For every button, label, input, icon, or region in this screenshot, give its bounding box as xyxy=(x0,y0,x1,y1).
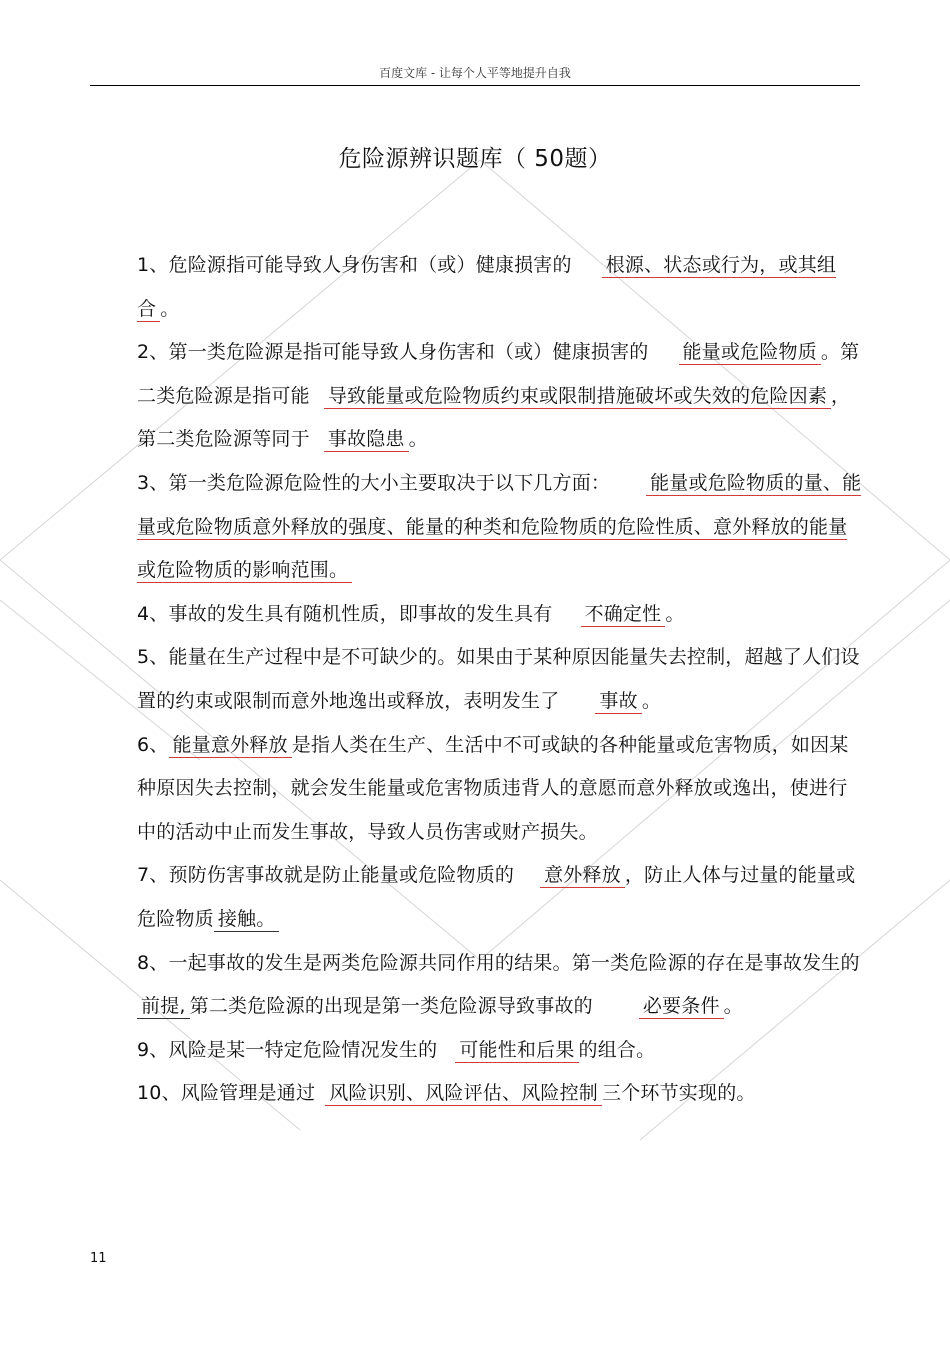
answer-blank: 能量或危险物质 xyxy=(679,341,821,365)
page-header: 百度文库 - 让每个人平等地提升自我 xyxy=(379,66,571,80)
question-8: 8、一起事故的发生是两类危险源共同作用的结果。第一类危险源的存在是事故发生的前提, 第二类危险源的出现是第一类危险源导致事故的 必要条件 。 xyxy=(137,951,860,1018)
answer-blank: 事故 xyxy=(595,690,641,714)
answer-blank: 导致能量或危险物质约束或限制措施破坏或失效的危险因素 xyxy=(324,385,831,409)
question-3: 3、第一类危险源危险性的大小主要取决于以下几方面： 能量或危险物质的量、能量或危险物质意外释放的强度、能量的种类和危险物质的危险性质、意外释放的能量或危险物质的影响范围。 xyxy=(137,471,862,582)
answer-blank: 事故隐患 xyxy=(324,428,409,452)
question-2: 2、第一类危险源是指可能导致人身伤害和（或）健康损害的 能量或危险物质 。第二类危险源是指可能 导致能量或危险物质约束或限制措施破坏或失效的危险因素 ，第二类危险源等同于 事故隐患 。 xyxy=(137,341,860,451)
question-6: 6、 能量意外释放 是指人类在生产、生活中不可或缺的各种能量或危害物质，如因某种原因失去控制，就会发生能量或危害物质违背人的意愿而意外释放或逸出，使进行中的活动中止而发生事故，导致人员伤害或财产损失。 xyxy=(137,733,849,843)
answer-blank: 必要条件 xyxy=(639,995,724,1019)
question-1: 1、危险源指可能导致人身伤害和（或）健康损害的 根源、状态或行为，或其组合 。 xyxy=(137,254,837,320)
answer-blank: 可能性和后果 xyxy=(455,1039,578,1063)
question-7: 7、预防伤害事故就是防止能量或危险物质的 意外释放 ，防止人体与过量的能量或危险物质 接触。 xyxy=(137,864,856,930)
answer-blank: 意外释放 xyxy=(540,864,625,888)
answer-blank: 风险识别、风险评估、风险控制 xyxy=(325,1082,602,1106)
question-10: 10、风险管理是通过 风险识别、风险评估、风险控制 三个环节实现的。 xyxy=(137,1082,756,1105)
answer-blank: 能量意外释放 xyxy=(169,734,292,758)
question-list xyxy=(137,244,862,1116)
document-title: 危险源辨识题库（ 50题） xyxy=(338,146,612,172)
question-4: 4、事故的发生具有随机性质，即事故的发生具有 不确定性 。 xyxy=(137,602,685,625)
answer-blank: 不确定性 xyxy=(581,603,666,627)
answer-blank: 根源、状态或行为，或其组合 xyxy=(137,254,837,320)
question-9: 9、风险是某一特定危险情况发生的 可能性和后果 的组合。 xyxy=(137,1038,656,1061)
page-number: 11 xyxy=(90,1251,107,1266)
answer-blank: 能量或危险物质的量、能量或危险物质意外释放的强度、能量的种类和危险物质的危险性质、意外释放的能量或危险物质的影响范围。 xyxy=(137,471,862,582)
answer-blank: 前提, xyxy=(137,995,190,1019)
question-5: 5、能量在生产过程中是不可缺少的。如果由于某种原因能量失去控制，超越了人们设置的约束或限制而意外地逸出或释放，表明发生了 事故 。 xyxy=(137,646,860,712)
answer-blank: 接触。 xyxy=(214,908,280,932)
header-divider xyxy=(90,85,860,86)
